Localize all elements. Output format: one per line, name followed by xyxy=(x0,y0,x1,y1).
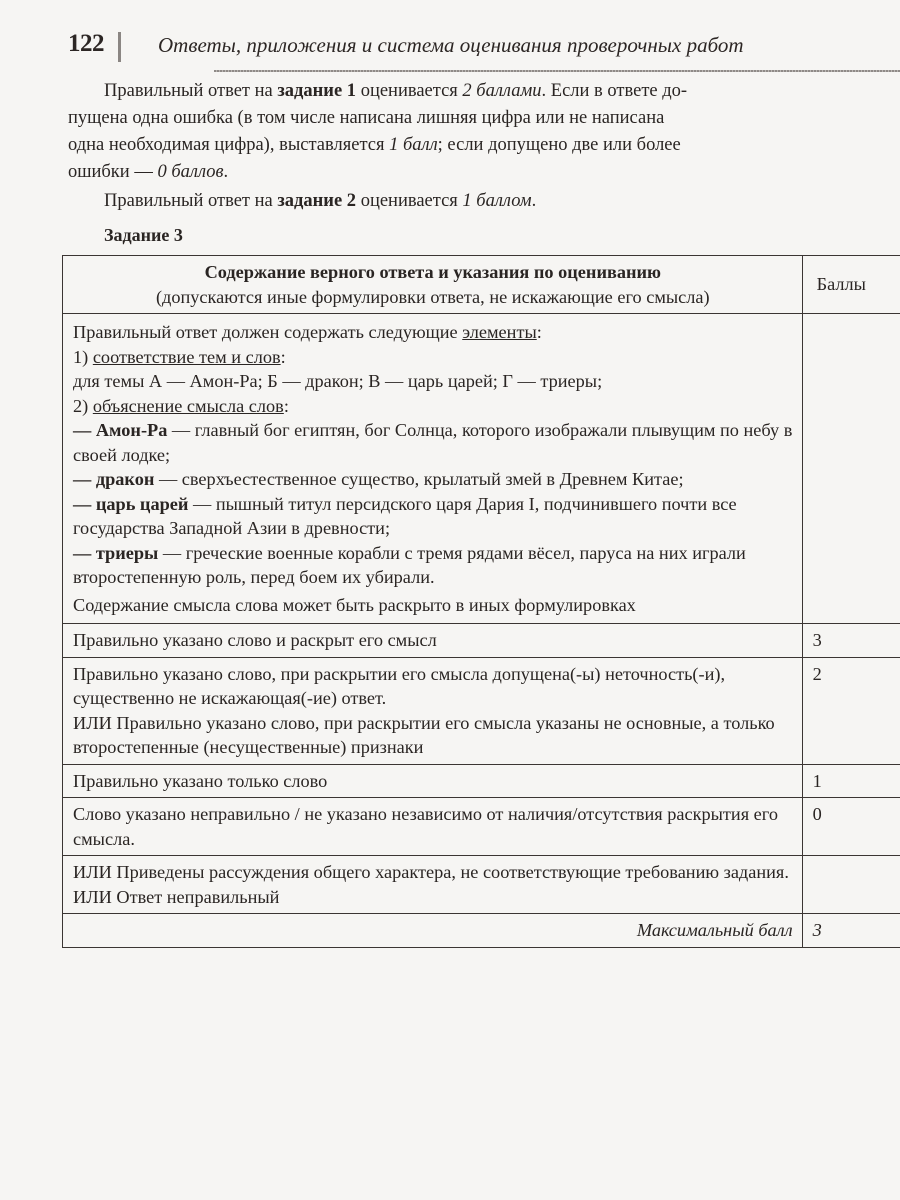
underlined-text: объяснение смысла слов xyxy=(92,395,284,416)
header-subtitle: (допускаются иные формулировки ответа, не искажающие его смысла) xyxy=(155,286,710,307)
criteria-line: ИЛИ Приведены рассуждения общего характера, не соответствующие требованию задания. xyxy=(73,862,789,882)
page-header xyxy=(68,30,900,66)
score-text: 2 баллами xyxy=(462,81,542,101)
definition: — сверхъестественное существо, крылатый змей в Древнем Китае; xyxy=(154,469,684,489)
table-header-row xyxy=(63,256,900,314)
header-divider xyxy=(118,32,121,62)
definition: — пышный титул персидского царя Дария I, подчинившего почти все государства Западной Азии в древности; xyxy=(73,493,737,538)
task-ref: задание 1 xyxy=(277,81,357,101)
text: ошибки — xyxy=(68,162,158,182)
task-ref: задание 2 xyxy=(277,191,357,211)
text: : xyxy=(283,395,289,416)
intro-paragraph-1 xyxy=(68,78,900,105)
criteria-text: Слово указано неправильно / не указано независимо от наличия/отсутствия раскрытия его смысла. xyxy=(63,798,803,856)
text: 2) xyxy=(73,395,93,416)
term-definition xyxy=(73,541,793,590)
text: 1) xyxy=(73,346,93,367)
text: . xyxy=(223,162,229,182)
text: оценивается xyxy=(356,81,463,101)
text: оценивается xyxy=(356,191,463,211)
max-score-label: Максимальный балл xyxy=(63,914,803,948)
criteria-score: 2 xyxy=(802,657,900,764)
term: — царь царей xyxy=(73,493,189,514)
score-text: 0 баллов xyxy=(157,162,224,182)
criteria-text xyxy=(63,657,803,764)
answer-item-2 xyxy=(73,394,793,419)
text: . Если в ответе до- xyxy=(541,81,688,101)
definition: — греческие военные корабли с тремя рядами вёсел, паруса на них играли второстепенную роль, перед боем их убирали. xyxy=(73,542,746,587)
text: ; если допущено две или более xyxy=(437,135,681,155)
term-definition xyxy=(73,492,793,541)
term-definition xyxy=(73,418,793,467)
max-score-value: 3 xyxy=(802,914,900,948)
term: — триеры xyxy=(73,542,159,563)
term-definition xyxy=(73,467,793,492)
intro-line xyxy=(68,132,900,159)
intro-paragraph-2 xyxy=(68,188,900,215)
definition: — главный бог египтян, бог Солнца, которого изображали плывущим по небу в своей лодке; xyxy=(73,420,793,465)
underlined-text: соответствие тем и слов xyxy=(92,346,281,367)
answer-content xyxy=(63,314,803,624)
page-number: 122 xyxy=(68,30,104,57)
text: : xyxy=(280,346,286,367)
answer-note: Содержание смысла слова может быть раскрыто в иных формулировках xyxy=(73,594,636,615)
text: Правильный ответ на xyxy=(104,81,278,101)
criteria-text xyxy=(63,856,803,914)
answer-intro xyxy=(73,320,793,345)
underlined-text: элементы xyxy=(462,322,537,342)
text: Правильный ответ должен содержать следующие xyxy=(73,322,463,342)
criteria-row xyxy=(63,798,900,856)
criteria-score: 1 xyxy=(802,764,900,798)
criteria-row xyxy=(63,657,900,764)
score-text: 1 баллом xyxy=(462,191,532,211)
grading-table xyxy=(62,255,900,948)
criteria-score: 3 xyxy=(802,624,900,658)
text: Правильный ответ на xyxy=(104,191,278,211)
answer-mapping: для темы А — Амон-Ра; Б — дракон; В — царь царей; Г — триеры; xyxy=(73,371,603,391)
running-title: Ответы, приложения и система оценивания проверочных работ xyxy=(158,33,744,57)
answer-item-1 xyxy=(73,345,793,370)
intro-line xyxy=(68,159,900,186)
header-title: Содержание верного ответа и указания по оцениванию xyxy=(204,262,662,282)
criteria-line: Правильно указано слово, при раскрытии его смысла допущена(-ы) неточность(-и), существенно не искажающая(-ие) ответ. xyxy=(73,663,726,708)
intro-text xyxy=(68,78,900,215)
score-text: 1 балл xyxy=(389,135,438,155)
header-score: Баллы xyxy=(802,256,900,314)
header-content xyxy=(63,256,803,314)
answer-row xyxy=(63,314,900,624)
criteria-text: Правильно указано только слово xyxy=(63,764,803,798)
term: — Амон-Ра xyxy=(73,420,168,440)
criteria-text: Правильно указано слово и раскрыт его смысл xyxy=(63,624,803,658)
header-rule xyxy=(214,70,900,72)
criteria-line: ИЛИ Правильно указано слово, при раскрытии его смысла указаны не основные, а только второстепенные (несущественные) признаки xyxy=(73,712,775,757)
task-heading: Задание 3 xyxy=(104,225,183,245)
text: . xyxy=(531,191,537,211)
max-score-row xyxy=(63,914,900,948)
criteria-row xyxy=(63,764,900,798)
criteria-row xyxy=(63,624,900,658)
term: — дракон xyxy=(73,469,155,489)
criteria-score: 0 xyxy=(802,798,900,856)
text: : xyxy=(536,322,542,342)
answer-score xyxy=(802,314,900,624)
criteria-row xyxy=(63,856,900,914)
criteria-score xyxy=(802,856,900,914)
text: одна необходимая цифра), выставляется xyxy=(68,135,390,155)
criteria-line: ИЛИ Ответ неправильный xyxy=(73,886,280,907)
intro-line: пущена одна ошибка (в том числе написана лишняя цифра или не написана xyxy=(68,108,665,128)
